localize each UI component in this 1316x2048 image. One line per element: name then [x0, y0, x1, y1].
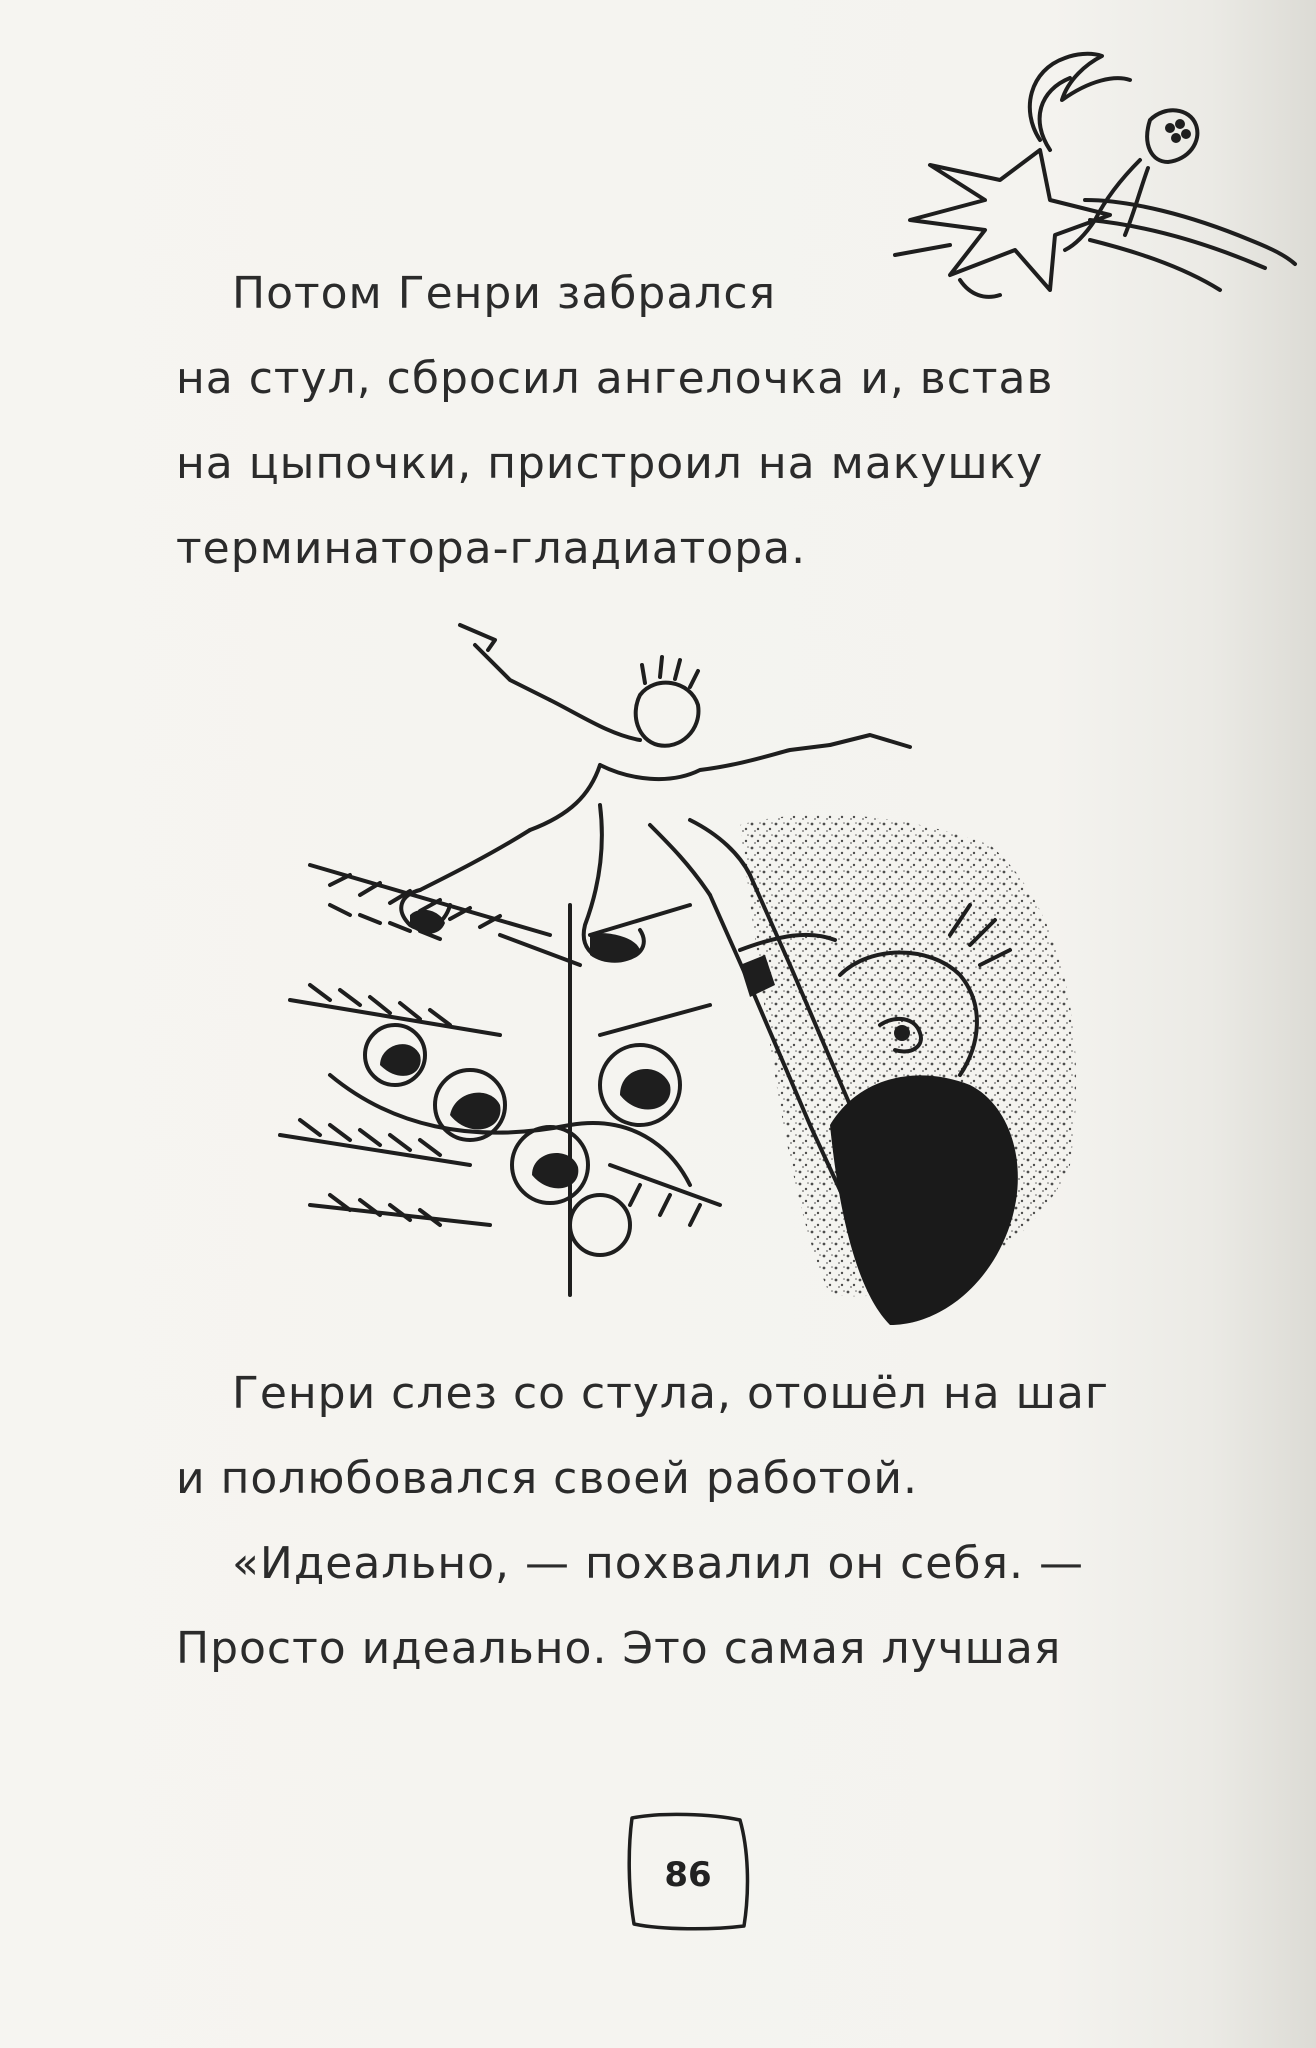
text-line-3: на цыпочки, пристроил на макушку: [176, 438, 1044, 489]
page-number: 86: [664, 1855, 712, 1895]
text-line-1: Потом Генри забрался: [232, 268, 777, 319]
angel-icon: [890, 50, 1310, 340]
text-line-6: и полюбовался своей работой.: [176, 1453, 918, 1504]
christmas-tree-icon: [270, 605, 1100, 1345]
text-line-2: на стул, сбросил ангелочка и, встав: [176, 353, 1054, 404]
text-line-4: терминатора-гладиатора.: [176, 523, 807, 574]
text-line-8: Просто идеально. Это самая лучшая: [176, 1623, 1062, 1674]
text-line-7: «Идеально, — похвалил он себя. —: [232, 1538, 1084, 1589]
text-line-5: Генри слез со стула, отошёл на шаг: [232, 1368, 1109, 1419]
page-number-box: [622, 1808, 754, 1936]
